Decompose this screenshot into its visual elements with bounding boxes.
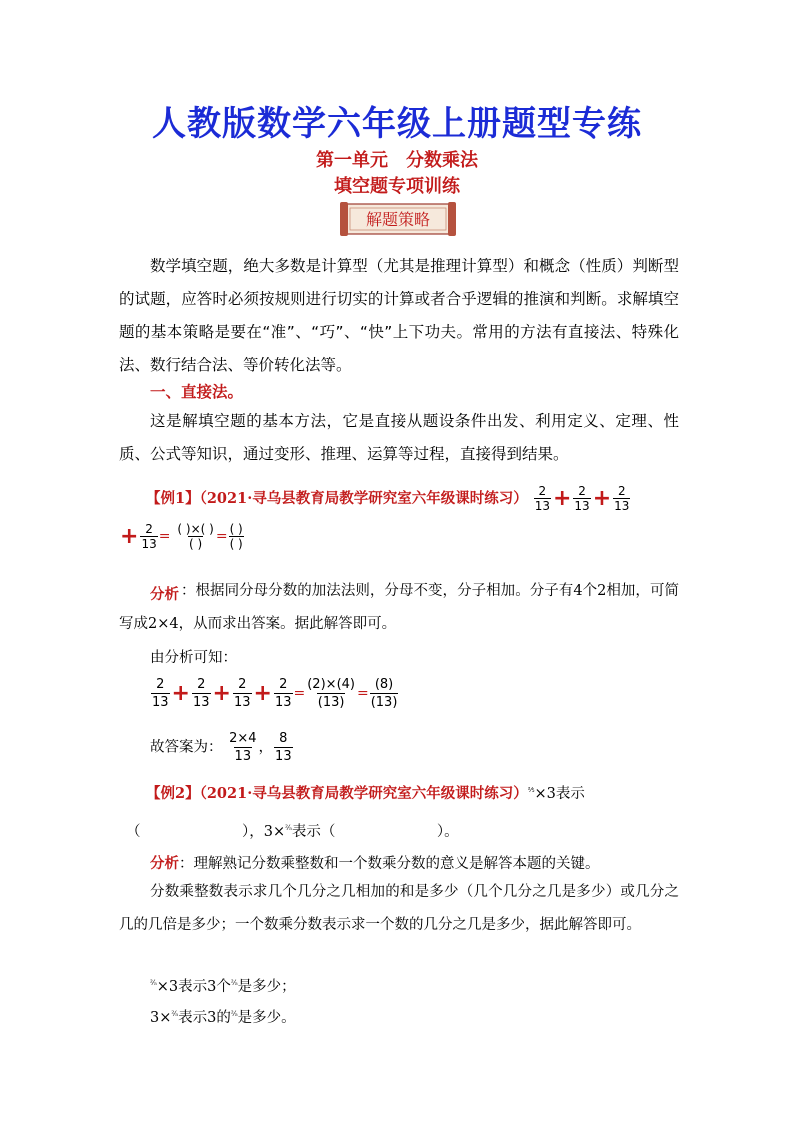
answer-blank-fraction[interactable]: $\frac{( )\times( )}{( )}$ <box>177 522 214 551</box>
unit-title: 第一单元 分数乘法 <box>316 150 478 171</box>
intro-paragraph: 数学填空题，绝大多数是计算型（尤其是推理计算型）和概念（性质）判断型的试题，应答时必须按规则进行切实的计算或者合乎逻辑的推演和判断。求解填空题的基本策略是要在“准”、“巧”、“快”上下功夫。常用的方法有直接法、特殊化法、数行结合法、等价转化法等。 <box>119 257 679 374</box>
example1-answer: 故答案为： $\frac{2\times 4}{13}$ ， $\frac{8}{13}$ <box>150 731 292 764</box>
example2-analysis: 分数乘整数表示求几个几分之几相加的和是多少（几个几分之几是多少）或几分之几的几倍是多少；一个数乘分数表示求一个数的几分之几是多少，据此解答即可。 <box>119 884 679 933</box>
fraction: $\frac{2}{13}$ <box>614 484 630 513</box>
example1-question-line2: + $\frac{2}{13}$ = $\frac{( )\times( )}{( )}$ = $\frac{( )}{( )}$ <box>120 522 243 551</box>
section-direct-paragraph: 这是解填空题的基本方法，它是直接从题设条件出发、利用定义、定理、性质、公式等知识，通过变形、推理、运算等过程，直接得到结果。 <box>119 412 679 463</box>
page-title: 人教版数学六年级上册题型专练 <box>152 104 642 144</box>
example2-answer1: $^{^2⁄_5}$×3表示3个$^{^2⁄_5}$是多少； <box>150 979 296 995</box>
strategy-banner <box>338 201 458 237</box>
example2-answer2: 3×$^{^2⁄_5}$表示3的$^{^2⁄_5}$是多少。 <box>150 1010 296 1026</box>
example1-question-line1: 【例1】（2021·寻乌县教育局教学研究室六年级课时练习） $\frac{2}{13}$ + $\frac{2}{13}$ + $\frac{2}{13}$ <box>146 484 630 513</box>
example1-solution: $\frac{2}{13}$ + $\frac{2}{13}$ + $\frac{2}{13}$ + $\frac{2}{13}$ = $\frac{(2)\times(4)}{(13)}$ = $\frac{(8)}{(13)}$ <box>152 677 398 710</box>
example1-analysis-line1: 分析 <box>150 586 179 603</box>
example1-known: 由分析可知： <box>150 650 237 666</box>
example2-question-line2[interactable]: （ ），3×$^{^2⁄_5}$表示（ ）。 <box>126 824 459 840</box>
section-heading-direct: 一、直接法。 <box>150 383 244 401</box>
fraction: $\frac{2}{13}$ <box>141 522 157 551</box>
example2-analysis-line1: 分析：理解熟记分数乘整数和一个数乘分数的意义是解答本题的关键。 <box>150 855 600 872</box>
answer-blank-fraction[interactable]: $\frac{( )}{( )}$ <box>229 522 243 551</box>
fraction: $\frac{2}{13}$ <box>574 484 590 513</box>
example1-label: 【例1】（2021·寻乌县教育局教学研究室六年级课时练习） <box>146 490 528 507</box>
fraction: $\frac{2}{13}$ <box>534 484 550 513</box>
topic-title: 填空题专项训练 <box>334 176 460 197</box>
example2-question-line1: 【例2】（2021·寻乌县教育局教学研究室六年级课时练习）$^{^2⁄_5}$×3表示 <box>146 785 585 802</box>
example1-analysis: ：根据同分母分数的加法法则，分母不变，分子相加。分子有4个2相加，可简写成2×4，从而求出答案。据此解答即可。 <box>119 583 679 632</box>
strategy-banner-label: 解题策略 <box>365 210 430 229</box>
